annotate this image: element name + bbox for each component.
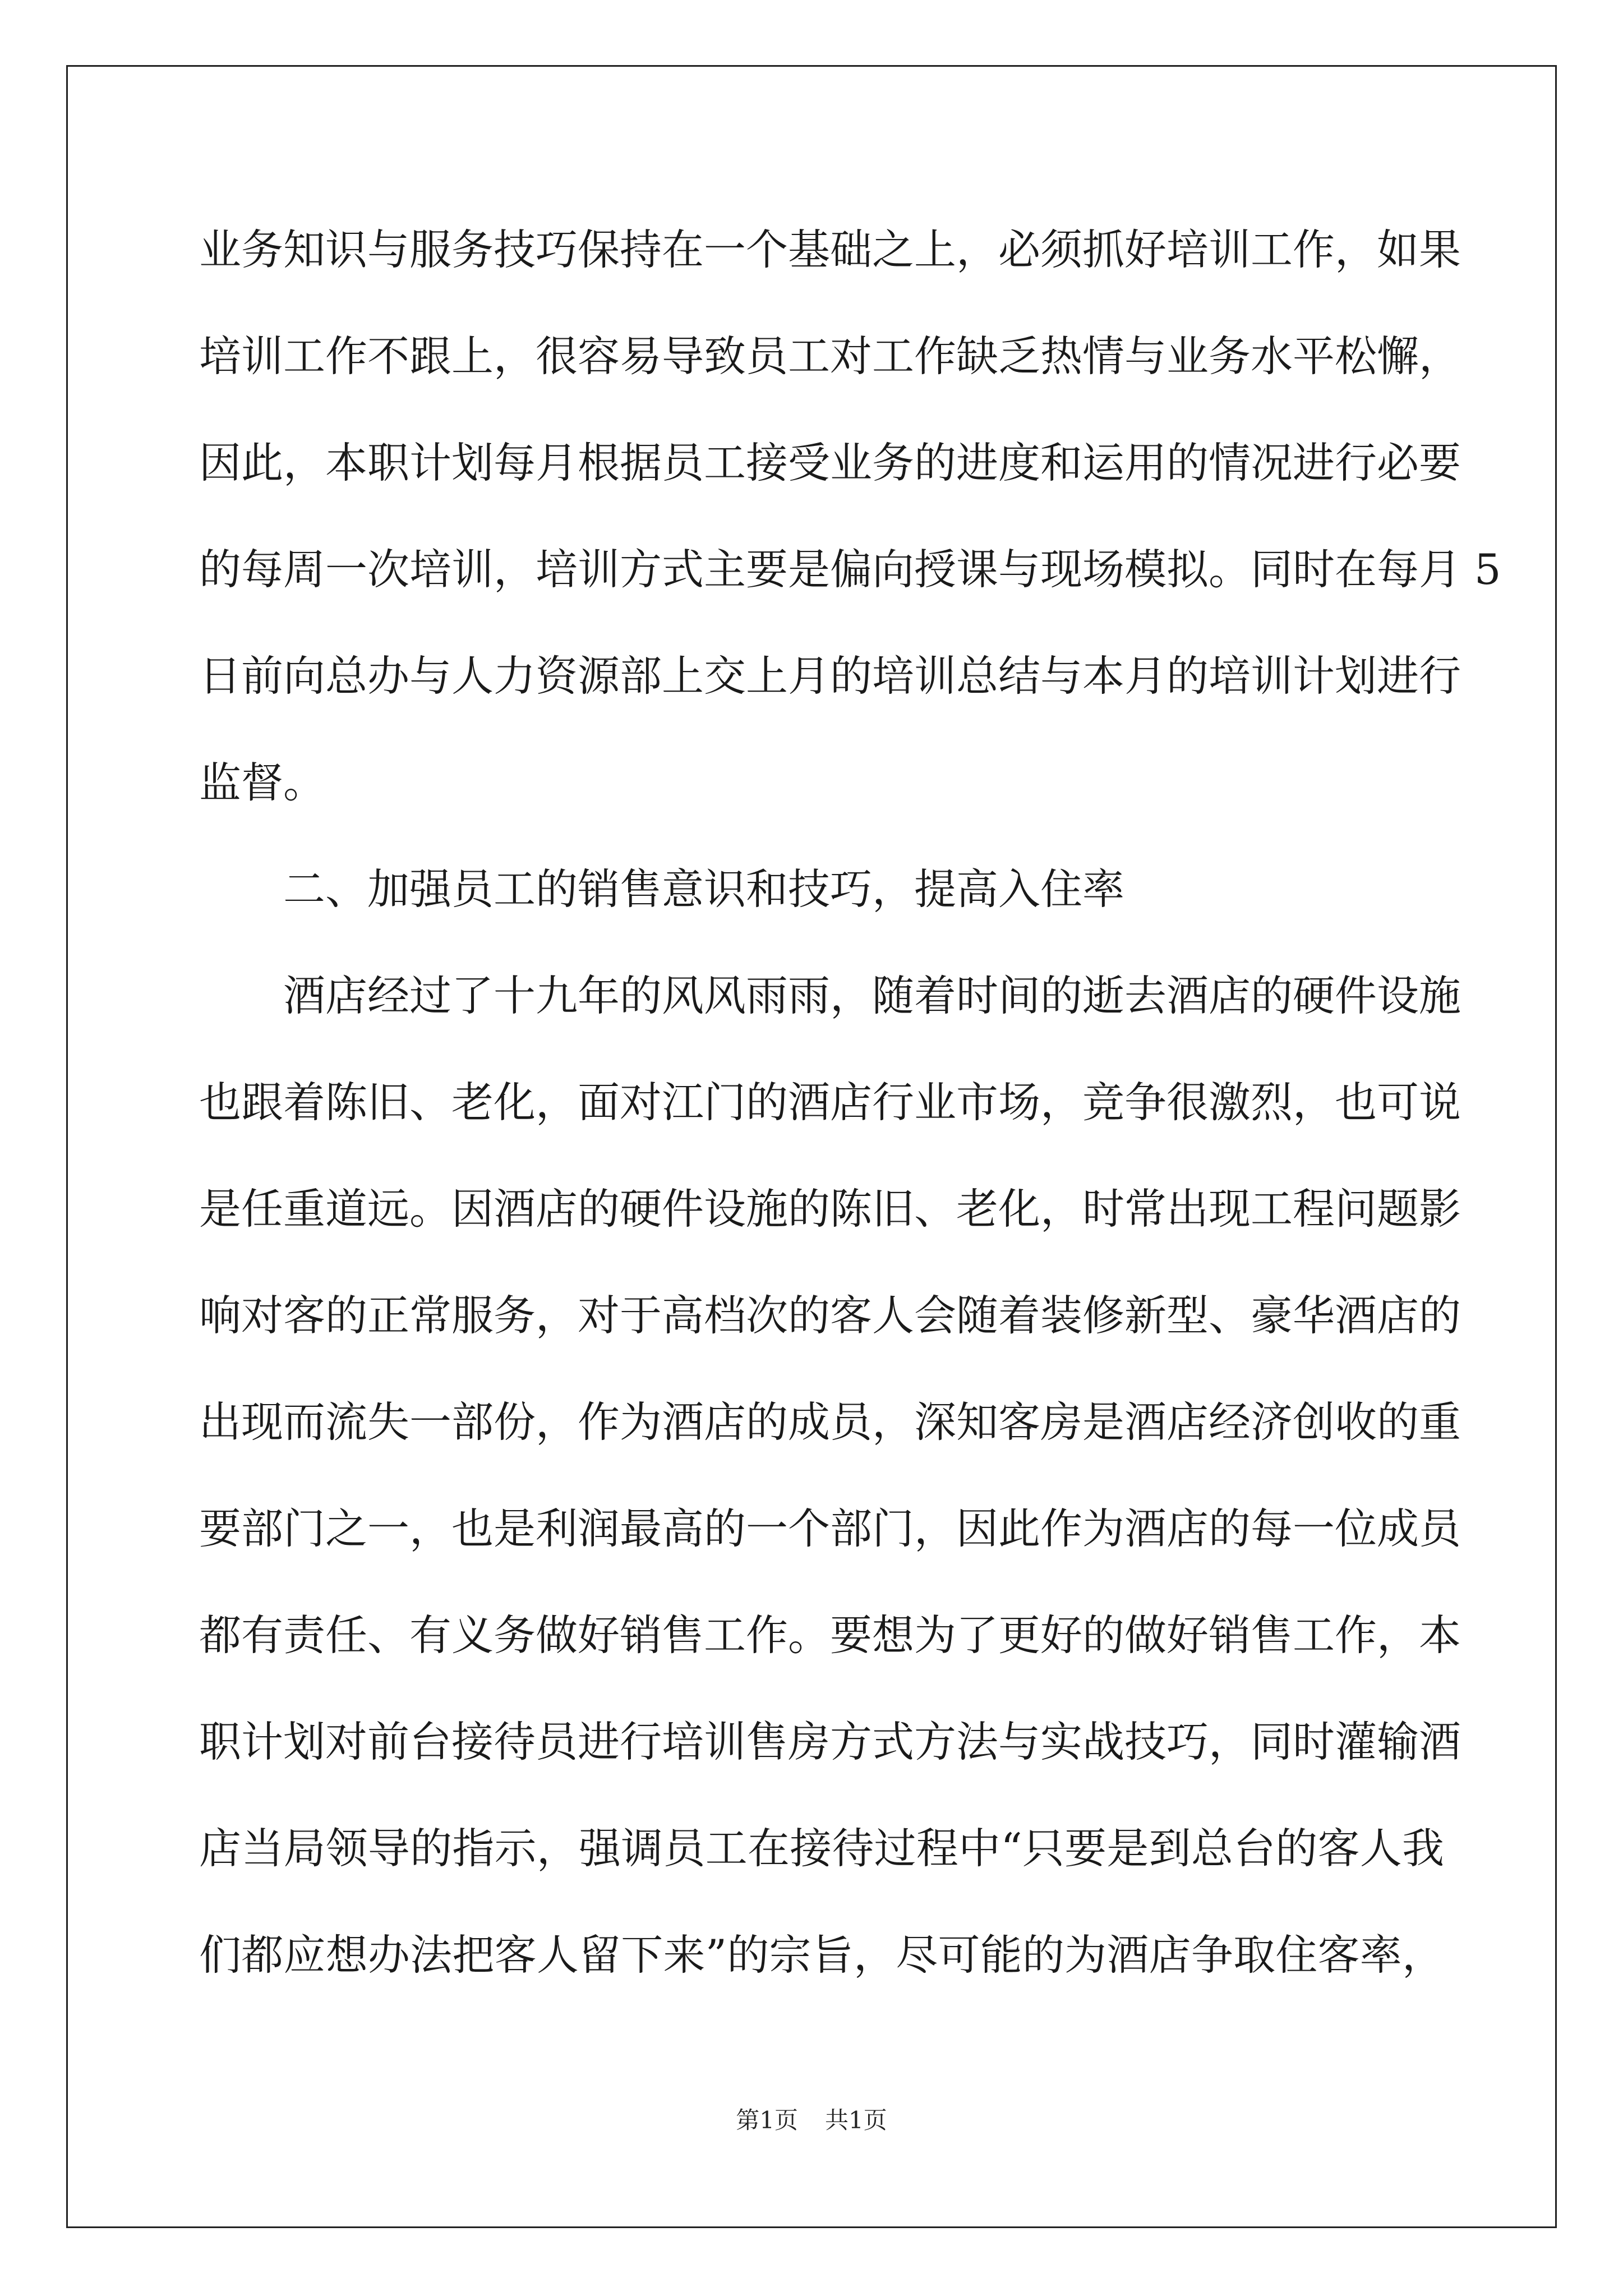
page-total: 共1页 [825, 2106, 887, 2134]
body-line: 们都应想办法把客人留下来”的宗旨，尽可能的为酒店争取住客率， [199, 1930, 1444, 1980]
document-body [199, 196, 1501, 2008]
body-line: 监督。 [199, 758, 326, 807]
body-line: 出现而流失一部份，作为酒店的成员，深知客房是酒店经济创收的重 [199, 1397, 1461, 1447]
body-line: 日前向总办与人力资源部上交上月的培训总结与本月的培训计划进行 [199, 651, 1461, 701]
body-line: 店当局领导的指示，强调员工在接待过程中“只要是到总台的客人我 [199, 1824, 1444, 1873]
body-line: 也跟着陈旧、老化，面对江门的酒店行业市场，竞争很激烈，也可说 [199, 1078, 1461, 1127]
paragraph-first-line: 酒店经过了十九年的风风雨雨，随着时间的逝去酒店的硬件设施 [283, 971, 1461, 1020]
body-line: 要部门之一，也是利润最高的一个部门，因此作为酒店的每一位成员 [199, 1504, 1461, 1553]
section-heading: 二、加强员工的销售意识和技巧，提高入住率 [283, 864, 1125, 914]
page-footer [0, 2104, 1623, 2137]
body-line: 因此，本职计划每月根据员工接受业务的进度和运用的情况进行必要 [199, 438, 1461, 487]
body-line: 响对客的正常服务，对于高档次的客人会随着装修新型、豪华酒店的 [199, 1291, 1461, 1340]
body-line: 都有责任、有义务做好销售工作。要想为了更好的做好销售工作，本 [199, 1611, 1461, 1660]
body-line: 业务知识与服务技巧保持在一个基础之上，必须抓好培训工作，如果 [199, 225, 1461, 274]
body-line: 职计划对前台接待员进行培训售房方式方法与实战技巧，同时灌输酒 [199, 1717, 1461, 1766]
body-line: 的每周一次培训，培训方式主要是偏向授课与现场模拟。同时在每月 5 [199, 545, 1501, 594]
body-line: 是任重道远。因酒店的硬件设施的陈旧、老化，时常出现工程问题影 [199, 1184, 1461, 1234]
page-number: 第1页 [736, 2106, 798, 2134]
body-line: 培训工作不跟上，很容易导致员工对工作缺乏热情与业务水平松懈， [199, 332, 1461, 381]
